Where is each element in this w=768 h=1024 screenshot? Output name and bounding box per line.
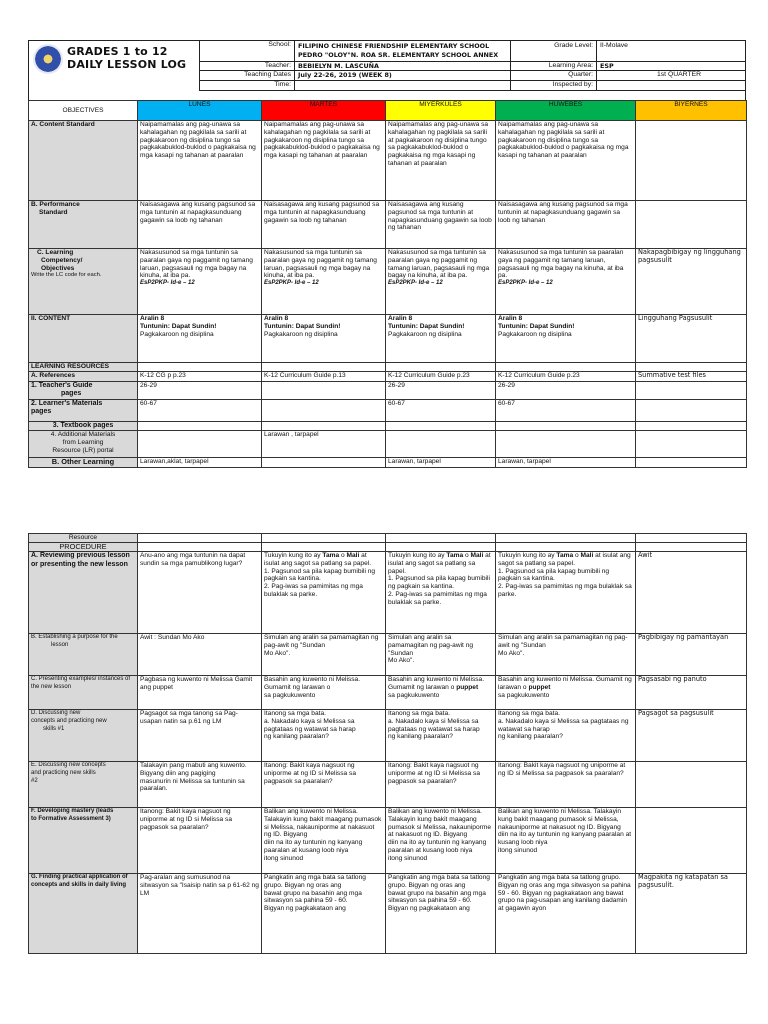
puppet-word: puppet xyxy=(528,683,551,691)
finding-martes: Pangkatin ang mga bata sa tatlong grupo. Bigyan ng oras ang bawat grupo na basahin ang mga sitwasyon sa pahina 59 - 60. Bigyan ng pagkakataon ang xyxy=(262,874,386,954)
establishing-miyerkules: Simulan ang aralin sa pamamagitan ng pag-awit ng "Sundan Mo Ako". xyxy=(386,634,496,676)
procedure-huwebes xyxy=(496,543,636,552)
review-item-2: 2. Pag-iwas sa pamimitas ng mga bulaklak sa parke. xyxy=(498,583,632,598)
header-row-time xyxy=(199,81,745,91)
learners-materials-lunes: 60-67 xyxy=(138,400,262,422)
tg-label-line-2: pages xyxy=(61,389,82,397)
competency-martes xyxy=(262,249,386,315)
learning-resources-martes xyxy=(262,363,386,372)
resource-biyernes xyxy=(636,534,747,543)
learners-materials-row xyxy=(29,400,747,422)
competency-label-line-1: C. Learning xyxy=(37,249,74,256)
discussing-2-label xyxy=(29,762,138,808)
additional-materials-row xyxy=(29,431,747,458)
procedure-label: PROCEDURE xyxy=(29,543,138,552)
story-instruction: Basahin ang kuwento ni Melissa. Gumamit ng larawan o xyxy=(264,676,361,691)
deped-seal-icon xyxy=(33,44,63,74)
other-learning-martes xyxy=(262,458,386,468)
or-word: o xyxy=(463,552,469,559)
reviewing-instruction xyxy=(264,552,383,568)
teaching-dates-label: Teaching Dates xyxy=(199,71,294,80)
references-miyerkules: K-12 Curriculum Guide p.23 xyxy=(386,372,496,382)
developing-miyerkules: Balikan ang kuwento ni Melissa. Talakayin kung bakit maagang pumasok si Melissa, nakauniporme at nakasuot ng ID. Bigyang diin na ito ay tuntunin ng kanyang paaralan at kusang loob niya itong sinunod xyxy=(386,808,496,874)
lc-code: EsP2PKP- Id-e – 12 xyxy=(140,280,195,287)
discussing-1-row xyxy=(29,710,747,762)
discussing-2-lunes: Talakayin pang mabuti ang kuwento. Bigyang diin ang pagiging masunurin ni Melissa sa tuntunin sa paaralan. xyxy=(138,762,262,808)
aralin-title: Aralin 8 xyxy=(264,315,289,322)
content-standard-miyerkules: Naipamamalas ang pag-unawa sa kahalagahan ng pagkilala sa sarili at pagkakaroon ng disiplina tungo sa pagkakabuklod-buklod o pagkakaisa ng mga kasapi ng tahanan at paaralan xyxy=(386,121,496,201)
content-subtitle: Pagkakaroon ng disiplina xyxy=(140,330,214,338)
review-item-1: 1. Pagsunod sa pila kapag bumibili ng pagkain sa kantina. xyxy=(264,567,376,583)
day-header-row xyxy=(29,101,747,121)
question-b: ng kanilang paaralan? xyxy=(388,733,453,741)
header-row-school xyxy=(199,41,745,62)
instruction-start: Tukuyin kung ito ay xyxy=(388,552,447,559)
presenting-lunes: Pagbasa ng kuwento ni Melissa Gamit ang puppet xyxy=(138,676,262,710)
developing-label xyxy=(29,808,138,874)
content-huwebes xyxy=(496,315,636,363)
teacher-value: BEBIELYN M. LASCUÑA xyxy=(294,62,510,70)
performance-standard-row xyxy=(29,201,747,249)
other-learning-miyerkules: Larawan, tarpapel xyxy=(386,458,496,468)
inspected-by-value xyxy=(596,81,745,90)
establishing-label-line-2: lesson xyxy=(51,641,69,648)
review-item-2: 2. Pag-iwas sa pamimitas ng mga bulaklak sa parke. xyxy=(264,583,363,598)
discussing-2-label-line-1: E. Discussing new concepts xyxy=(31,762,106,768)
learning-resources-lunes xyxy=(138,363,262,372)
establishing-martes: Simulan ang aralin sa pamamagitan ng pag-awit ng "Sundan Mo Ako". xyxy=(262,634,386,676)
additional-materials-label xyxy=(29,431,138,458)
resource-label: Resource xyxy=(29,534,138,543)
procedure-lunes xyxy=(138,543,262,552)
header-row-dates xyxy=(199,71,745,81)
finding-biyernes: Magpakita ng katapatan sa pagsusulit. xyxy=(636,874,747,954)
competency-miyerkules xyxy=(386,249,496,315)
tama-word: Tama xyxy=(322,552,340,559)
content-standard-row xyxy=(29,121,747,201)
content-standard-huwebes: Naipamamalas ang pag-unawa sa kahalagahan ng pagkilala sa sarili at pagkakaroon ng disiplina tungo sa pagkakabuklod-buklod o pagkakaisa ng mga kasapi ng tahanan at paaralan xyxy=(496,121,636,201)
quarter-value: 1st QUARTER xyxy=(596,71,745,80)
school-name-line-1: FILIPINO CHINESE FRIENDSHIP ELEMENTARY SCHOOL xyxy=(298,42,490,50)
other-learning-huwebes: Larawan, tarpapel xyxy=(496,458,636,468)
content-lunes xyxy=(138,315,262,363)
discussing-1-label-line-2: concepts and practicing new xyxy=(31,717,107,724)
learning-area-label: Learning Area: xyxy=(510,62,596,70)
teachers-guide-lunes: 26-29 xyxy=(138,382,262,400)
performance-standard-lunes: Naisasagawa ang kusang pagsunod sa mga tuntunin at napagkasunduang gagawin sa loob ng tahanan xyxy=(138,201,262,249)
review-item-1: 1. Pagsunod sa pila kapag bumibili ng pagkain sa kantina. xyxy=(498,567,610,583)
procedure-biyernes xyxy=(636,543,747,552)
finding-row xyxy=(29,874,747,954)
question-b: ng kanilang paaralan? xyxy=(498,733,563,741)
learning-resources-huwebes xyxy=(496,363,636,372)
lm-label-line-2: pages xyxy=(31,407,52,415)
textbook-martes xyxy=(262,422,386,431)
developing-huwebes: Balikan ang kuwento ni Melissa. Talakayin kung bakit maagang pumasok si Melissa, nakauniporme at nakasuot ng ID. Bigyang diin na ito ay tuntunin ng kanyang paaralan at kusang loob niya itong sinunod xyxy=(496,808,636,874)
establishing-label-line-1: B. Establishing a purpose for the xyxy=(31,634,118,640)
discussing-1-lunes: Pagsagot sa mga tanong sa Pag-usapan natin sa p.61 ng LM xyxy=(138,710,262,762)
resource-huwebes xyxy=(496,534,636,543)
story-instruction-end: sa pagkukuwento xyxy=(264,691,316,699)
day-huwebes: HUWEBES xyxy=(496,101,636,121)
question-a: a. Nakadalo kaya si Melissa sa pagtataas ng watawat sa harap xyxy=(388,717,480,733)
learners-materials-biyernes xyxy=(636,400,747,422)
teachers-guide-huwebes: 26-29 xyxy=(496,382,636,400)
additional-label-line-3: Resource (LR) portal xyxy=(52,446,114,454)
school-name-line-2: PEDRO "OLOY"N. ROA SR. ELEMENTARY SCHOOL ANNEX xyxy=(298,51,499,59)
content-subtitle: Pagkakaroon ng disiplina xyxy=(388,330,462,338)
school-label: School: xyxy=(199,41,294,61)
discussing-1-martes xyxy=(262,710,386,762)
additional-materials-biyernes xyxy=(636,431,747,458)
reviewing-row xyxy=(29,552,747,634)
procedure-martes xyxy=(262,543,386,552)
instruction-end: at isulat ang sagot sa patlang sa papel. xyxy=(264,552,372,567)
performance-standard-biyernes xyxy=(636,201,747,249)
references-label: A. References xyxy=(29,372,138,382)
competency-text: Nakasusunod sa mga tuntunin sa paaralan gaya ng paggamit ng tamang laruan, pagsasauli ng mga bagay na kinuha, at iba pa. xyxy=(264,249,377,280)
teaching-dates-value: July 22-26, 2019 (WEEK 8) xyxy=(294,71,510,80)
reviewing-huwebes xyxy=(496,552,636,634)
finding-huwebes: Pangkatin ang mga bata sa tatlong grupo. Bigyan ng oras ang mga sitwasyon sa pahina 59 - 60. Bigyan ng pagkakataon ang bawat grupo na pag-usapan ang kanilang dadamin at gagawin ayon xyxy=(496,874,636,954)
references-huwebes: K-12 Curriculum Guide p.23 xyxy=(496,372,636,382)
references-martes: K-12 Curriculum Guide p.13 xyxy=(262,372,386,382)
header-row-teacher xyxy=(199,62,745,71)
title-line-2: DAILY LESSON LOG xyxy=(67,58,187,71)
textbook-huwebes xyxy=(496,422,636,431)
discussing-1-miyerkules xyxy=(386,710,496,762)
teachers-guide-biyernes xyxy=(636,382,747,400)
resource-miyerkules xyxy=(386,534,496,543)
content-standard-martes: Naipamamalas ang pag-unawa sa kahalagahan ng pagkilala sa sarili at pagkakaroon ng disiplina tungo sa pagkakabuklod-buklod o pagkakaisa ng mga kasapi ng tahanan at paaralan xyxy=(262,121,386,201)
discussing-1-biyernes: Pagsagot sa pagsusulit xyxy=(636,710,747,762)
reviewing-instruction xyxy=(388,552,493,575)
performance-standard-label xyxy=(29,201,138,249)
teachers-guide-martes xyxy=(262,382,386,400)
other-learning-row xyxy=(29,458,747,468)
aralin-title: Aralin 8 xyxy=(140,315,165,322)
textbook-lunes xyxy=(138,422,262,431)
or-word: o xyxy=(339,552,345,559)
other-learning-label: B. Other Learning xyxy=(29,458,138,468)
lc-code: EsP2PKP- Id-e – 12 xyxy=(498,280,553,287)
mali-word: Mali xyxy=(470,552,484,559)
learning-resources-miyerkules xyxy=(386,363,496,372)
content-miyerkules xyxy=(386,315,496,363)
presenting-huwebes xyxy=(496,676,636,710)
additional-label-line-1: 4. Additional Materials xyxy=(50,431,116,438)
instruction-start: Tukuyin kung ito ay xyxy=(498,552,557,559)
learners-materials-miyerkules: 60-67 xyxy=(386,400,496,422)
references-biyernes: Summative test files xyxy=(636,372,747,382)
teachers-guide-miyerkules: 26-29 xyxy=(386,382,496,400)
lc-code: EsP2PKP- Id-e – 12 xyxy=(264,280,319,287)
instruction-end: at isulat ang sagot sa patlang sa papel. xyxy=(388,552,491,575)
additional-materials-miyerkules xyxy=(386,431,496,458)
question-intro: Itanong sa mga bata. xyxy=(264,710,326,717)
resource-martes xyxy=(262,534,386,543)
reviewing-label: A. Reviewing previous lesson or presenting the new lesson xyxy=(29,552,138,634)
learning-area-value: ESP xyxy=(596,62,745,70)
grade-level-value: II-Molave xyxy=(596,41,745,61)
finding-lunes: Pag-aralan ang sumusunod na sitwasyon sa "Isaisip natin sa p 61-62 ng LM xyxy=(138,874,262,954)
content-standard-label: A. Content Standard xyxy=(29,121,138,201)
day-biyernes: BIYERNES xyxy=(636,101,747,121)
content-subtitle: Pagkakaroon ng disiplina xyxy=(498,330,572,338)
learners-materials-label xyxy=(29,400,138,422)
content-biyernes: Lingguhang Pagsusulit xyxy=(636,315,747,363)
learning-resources-label: LEARNING RESOURCES xyxy=(29,363,138,372)
tuntunin-title: Tuntunin: Dapat Sundin! xyxy=(388,322,465,330)
content-martes xyxy=(262,315,386,363)
additional-materials-huwebes xyxy=(496,431,636,458)
presenting-biyernes: Pagsasabi ng panuto xyxy=(636,676,747,710)
discussing-1-label-line-1: D. Discussing new xyxy=(31,710,81,716)
content-label: II. CONTENT xyxy=(29,315,138,363)
title-line-1: GRADES 1 to 12 xyxy=(67,45,168,58)
discussing-2-biyernes xyxy=(636,762,747,808)
references-lunes: K-12 CG p p.23 xyxy=(138,372,262,382)
question-intro: Itanong sa mga bata. xyxy=(498,710,560,717)
presenting-label: C. Presenting examples/ instances of the new lesson xyxy=(29,676,138,710)
time-label: Time: xyxy=(199,81,294,90)
performance-standard-huwebes: Naisasagawa ang kusang pagsunod sa mga tuntunin at napagkasunduang gagawin sa loob ng tahanan xyxy=(496,201,636,249)
review-item-1: 1. Pagsunod sa pila kapag bumibili ng pagkain sa kantina. xyxy=(388,575,490,591)
procedure-table xyxy=(28,533,747,954)
performance-label-line-2: Standard xyxy=(39,208,68,216)
finding-label: G. Finding practical application of concepts and skills in daily living xyxy=(29,874,138,954)
content-subtitle: Pagkakaroon ng disiplina xyxy=(264,330,338,338)
story-instruction: Basahin ang kuwento ni Melissa. Gumamit ng larawan o xyxy=(498,676,632,691)
developing-lunes: Itanong: Bakit kaya nagsuot ng uniporme at ng ID si Melissa sa pagpasok sa paaralan? xyxy=(138,808,262,874)
additional-label-line-2: from Learning xyxy=(62,438,104,446)
performance-standard-martes: Naisasagawa ang kusang pagsunod sa mga tuntunin at napagkasunduang gagawin sa loob ng tahanan xyxy=(262,201,386,249)
textbook-miyerkules xyxy=(386,422,496,431)
competency-text: Nakasusunod sa mga tuntunin sa paaralan gaya ng paggamit ng tamang laruan, pagsasauli ng mga bagay na kinuha, at iba pa. xyxy=(388,249,490,280)
establishing-huwebes: Simulan ang aralin sa pamamagitan ng pag-awit ng "Sundan Mo Ako". xyxy=(496,634,636,676)
content-standard-biyernes xyxy=(636,121,747,201)
discussing-2-label-line-2: and practicing new skills xyxy=(31,769,96,776)
question-b: ng kanilang paaralan? xyxy=(264,733,329,741)
inspected-by-label: Inspected by: xyxy=(510,81,596,90)
competency-label-line-3: Objectives xyxy=(41,264,75,272)
competency-biyernes: Nakapagbibigay ng lingguhang pagsusulit xyxy=(636,249,747,315)
textbook-biyernes xyxy=(636,422,747,431)
lm-label-line-1: 2. Learner's Materials xyxy=(31,400,103,407)
reviewing-miyerkules xyxy=(386,552,496,634)
instruction-end: at isulat ang sagot sa patlang sa papel. xyxy=(498,552,631,567)
finding-miyerkules: Pangkatin ang mga bata sa tatlong grupo. Bigyan ng oras ang bawat grupo na basahin ang mga sitwasyon sa pahina 59 - 60. Bigyan ng pagkakataon ang xyxy=(386,874,496,954)
story-instruction-end: sa pagkukuwento xyxy=(498,691,550,699)
tama-word: Tama xyxy=(446,552,464,559)
review-item-2: 2. Pag-iwas sa pamimitas ng mga bulaklak sa parke. xyxy=(388,590,487,606)
question-intro: Itanong sa mga bata. xyxy=(388,710,450,717)
presenting-row xyxy=(29,676,747,710)
learners-materials-huwebes: 60-67 xyxy=(496,400,636,422)
competency-label-line-2: Competency/ xyxy=(41,256,83,264)
grade-level-label: Grade Level: xyxy=(510,41,596,61)
question-a: a. Nakadalo kaya si Melissa sa pagtataas ng watawat sa harap xyxy=(264,717,356,733)
reviewing-biyernes: Awit xyxy=(636,552,747,634)
presenting-miyerkules xyxy=(386,676,496,710)
discussing-2-huwebes: Itanong: Bakit kaya nagsuot ng uniporme at ng ID si Melissa sa pagpasok sa paaralan? xyxy=(496,762,636,808)
or-word: o xyxy=(573,552,579,559)
objectives-heading: OBJECTIVES xyxy=(29,101,138,121)
competency-lunes xyxy=(138,249,262,315)
establishing-biyernes: Pagbibigay ng pamantayan xyxy=(636,634,747,676)
performance-standard-miyerkules: Naisasagawa ang kusang pagsunod sa mga tuntunin at napagkasunduang gagawin sa loob ng tahanan xyxy=(386,201,496,249)
competency-text: Nakasusunod sa mga tuntunin sa paaralan gaya ng paggamit ng tamang laruan, pagsasauli ng mga bagay na kinuha, at iba pa. xyxy=(498,249,624,280)
day-miyerkules: MIYERKULES xyxy=(386,101,496,121)
resource-lunes xyxy=(138,534,262,543)
performance-label-line-1: B. Performance xyxy=(31,201,80,208)
presenting-martes xyxy=(262,676,386,710)
procedure-heading-row xyxy=(29,543,747,552)
additional-materials-martes: Larawan , tarpapel xyxy=(262,431,386,458)
references-row xyxy=(29,372,747,382)
quarter-label: Quarter: xyxy=(510,71,596,80)
day-lunes: LUNES xyxy=(138,101,262,121)
lc-code: EsP2PKP- Id-e – 12 xyxy=(388,280,443,287)
content-standard-lunes: Naipamamalas ang pag-unawa sa kahalagahan ng pagkilala sa sarili at pagkakaroon ng disiplina tungo sa pagkakabuklod-buklod o pagkakaisa ng mga kasapi ng tahanan at paaralan xyxy=(138,121,262,201)
additional-materials-lunes xyxy=(138,431,262,458)
story-instruction: Basahin ang kuwento ni Melissa. Gumamit ng larawan o xyxy=(388,676,485,691)
teachers-guide-label xyxy=(29,382,138,400)
reviewing-instruction xyxy=(498,552,633,568)
competency-label-note: Write the LC code for each. xyxy=(31,272,102,279)
day-martes: MARTES xyxy=(262,101,386,121)
developing-row xyxy=(29,808,747,874)
teachers-guide-row xyxy=(29,382,747,400)
developing-biyernes xyxy=(636,808,747,874)
procedure-miyerkules xyxy=(386,543,496,552)
textbook-label: 3. Textbook pages xyxy=(29,422,138,431)
competency-huwebes xyxy=(496,249,636,315)
resource-row xyxy=(29,534,747,543)
discussing-2-miyerkules: Itanong: Bakit kaya nagsuot ng uniporme at ng ID si Melissa sa pagpasok sa paaralan? xyxy=(386,762,496,808)
competency-row xyxy=(29,249,747,315)
question-a: a. Nakadalo kaya si Melissa sa pagtataas ng watawat sa harap xyxy=(498,717,629,733)
discussing-1-huwebes xyxy=(496,710,636,762)
establishing-lunes: Awit : Sundan Mo Ako xyxy=(138,634,262,676)
developing-label-line-2: to Formative Assessment 3) xyxy=(31,815,111,822)
story-instruction-end: sa pagkukuwento xyxy=(388,691,440,699)
puppet-word: puppet xyxy=(456,683,479,691)
developing-martes: Balikan ang kuwento ni Melissa. Talakayin kung bakit maagang pumasok si Melissa, nakauniporme at nakasuot ng ID. Bigyang diin na ito ay tuntunin ng kanyang paaralan at kusang loob niya itong sinunod xyxy=(262,808,386,874)
establishing-row xyxy=(29,634,747,676)
reviewing-martes xyxy=(262,552,386,634)
document-title xyxy=(67,45,186,71)
time-value xyxy=(294,81,510,90)
learning-resources-row xyxy=(29,363,747,372)
competency-label xyxy=(29,249,138,315)
discussing-1-label xyxy=(29,710,138,762)
instruction-start: Tukuyin kung ito ay xyxy=(264,552,323,559)
other-learning-lunes: Larawan,aklat, tarpapel xyxy=(138,458,262,468)
tg-label-line-1: 1. Teacher's Guide xyxy=(31,382,93,389)
other-learning-biyernes xyxy=(636,458,747,468)
objectives-table xyxy=(28,100,747,468)
tuntunin-title: Tuntunin: Dapat Sundin! xyxy=(498,322,575,330)
mali-word: Mali xyxy=(346,552,360,559)
competency-text: Nakasusunod sa mga tuntunin sa paaralan gaya ng paggamit ng tamang laruan, pagsasauli ng mga bagay na kinuha, at iba pa. xyxy=(140,249,253,280)
establishing-label xyxy=(29,634,138,676)
tuntunin-title: Tuntunin: Dapat Sundin! xyxy=(140,322,217,330)
discussing-2-row xyxy=(29,762,747,808)
content-row xyxy=(29,315,747,363)
tama-word: Tama xyxy=(556,552,574,559)
tuntunin-title: Tuntunin: Dapat Sundin! xyxy=(264,322,341,330)
teacher-label: Teacher: xyxy=(199,62,294,70)
discussing-2-martes: Itanong: Bakit kaya nagsuot ng uniporme at ng ID si Melissa sa pagpasok sa paaralan? xyxy=(262,762,386,808)
school-value xyxy=(294,41,510,61)
learning-resources-biyernes xyxy=(636,363,747,372)
textbook-row xyxy=(29,422,747,431)
discussing-1-label-line-3: skills #1 xyxy=(43,725,65,732)
aralin-title: Aralin 8 xyxy=(388,315,413,322)
mali-word: Mali xyxy=(580,552,594,559)
aralin-title: Aralin 8 xyxy=(498,315,523,322)
discussing-2-label-line-3: #2 xyxy=(31,777,38,784)
reviewing-lunes: Anu-ano ang mga tuntunin na dapat sundin sa mga pamublikong lugar? xyxy=(138,552,262,634)
learners-materials-martes xyxy=(262,400,386,422)
developing-label-line-1: F. Developing mastery (leads xyxy=(31,808,114,814)
